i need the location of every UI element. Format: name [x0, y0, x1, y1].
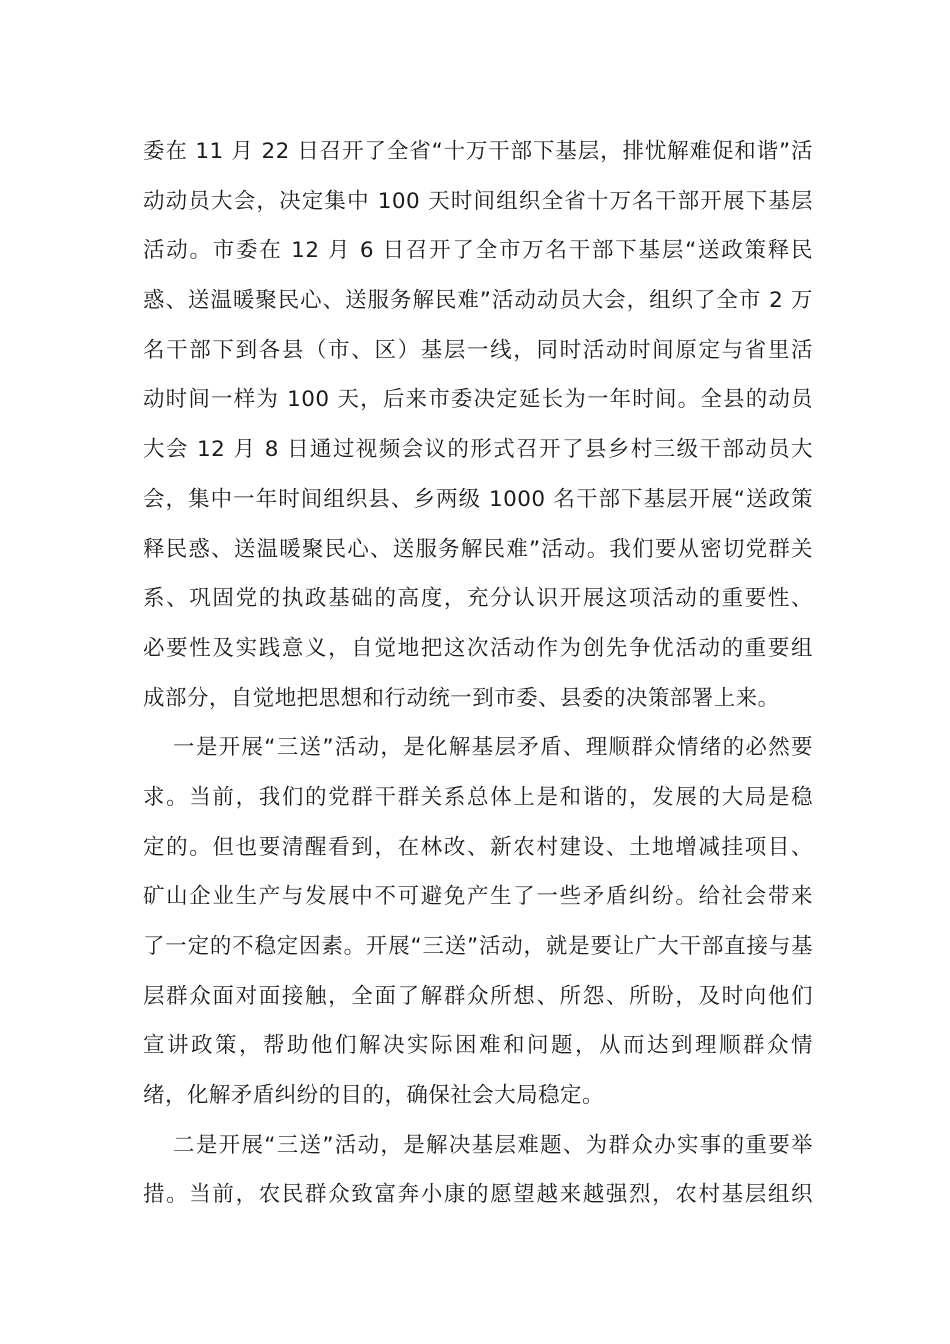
text-line: 动动员大会，决定集中 100 天时间组织全省十万名干部开展下基层: [143, 188, 813, 214]
text-line: 成部分，自觉地把思想和行动统一到市委、县委的决策部署上来。: [143, 685, 780, 711]
text-line: 系、巩固党的执政基础的高度，充分认识开展这项活动的重要性、: [143, 586, 813, 612]
text-line: 宣讲政策，帮助他们解决实际困难和问题，从而达到理顺群众情: [143, 1033, 813, 1059]
text-line: 大会 12 月 8 日通过视频会议的形式召开了县乡村三级干部动员大: [143, 437, 813, 463]
document-body: [143, 127, 813, 1220]
text-line: 动时间一样为 100 天，后来市委决定延长为一年时间。全县的动员: [143, 387, 813, 413]
text-line: 绪，化解矛盾纠纷的目的，确保社会大局稳定。: [143, 1083, 604, 1109]
text-line: 名干部下到各县（市、区）基层一线，同时活动时间原定与省里活: [143, 337, 813, 363]
text-line: 委在 11 月 22 日召开了全省“十万干部下基层，排忧解难促和谐”活: [143, 139, 813, 164]
text-line: 层群众面对面接触，全面了解群众所想、所怨、所盼，及时向他们: [143, 983, 813, 1009]
text-line: 矿山企业生产与发展中不可避免产生了一些矛盾纠纷。给社会带来: [143, 884, 813, 910]
text-line: 必要性及实践意义，自觉地把这次活动作为创先争优活动的重要组: [143, 635, 813, 661]
text-line: 措。当前，农民群众致富奔小康的愿望越来越强烈，农村基层组织: [143, 1182, 813, 1208]
text-line: 定的。但也要清醒看到，在林改、新农村建设、土地增减挂项目、: [143, 834, 813, 860]
text-line: 二是开展“三送”活动，是解决基层难题、为群众办实事的重要举: [173, 1132, 813, 1158]
text-line: 释民惑、送温暖聚民心、送服务解民难”活动。我们要从密切党群关: [143, 536, 813, 562]
text-line: 一是开展“三送”活动，是化解基层矛盾、理顺群众情绪的必然要: [173, 735, 813, 761]
paragraph-point-one: [143, 723, 813, 1121]
text-line: 惑、送温暖聚民心、送服务解民难”活动动员大会，组织了全市 2 万: [143, 288, 813, 314]
paragraph-intro: [143, 127, 813, 723]
text-line: 会，集中一年时间组织县、乡两级 1000 名干部下基层开展“送政策: [143, 486, 813, 512]
text-line: 活动。市委在 12 月 6 日召开了全市万名干部下基层“送政策释民: [143, 238, 813, 264]
text-line: 了一定的不稳定因素。开展“三送”活动，就是要让广大干部直接与基: [143, 934, 813, 959]
paragraph-point-two: [143, 1121, 813, 1220]
text-line: 求。当前，我们的党群干群关系总体上是和谐的，发展的大局是稳: [143, 784, 813, 810]
